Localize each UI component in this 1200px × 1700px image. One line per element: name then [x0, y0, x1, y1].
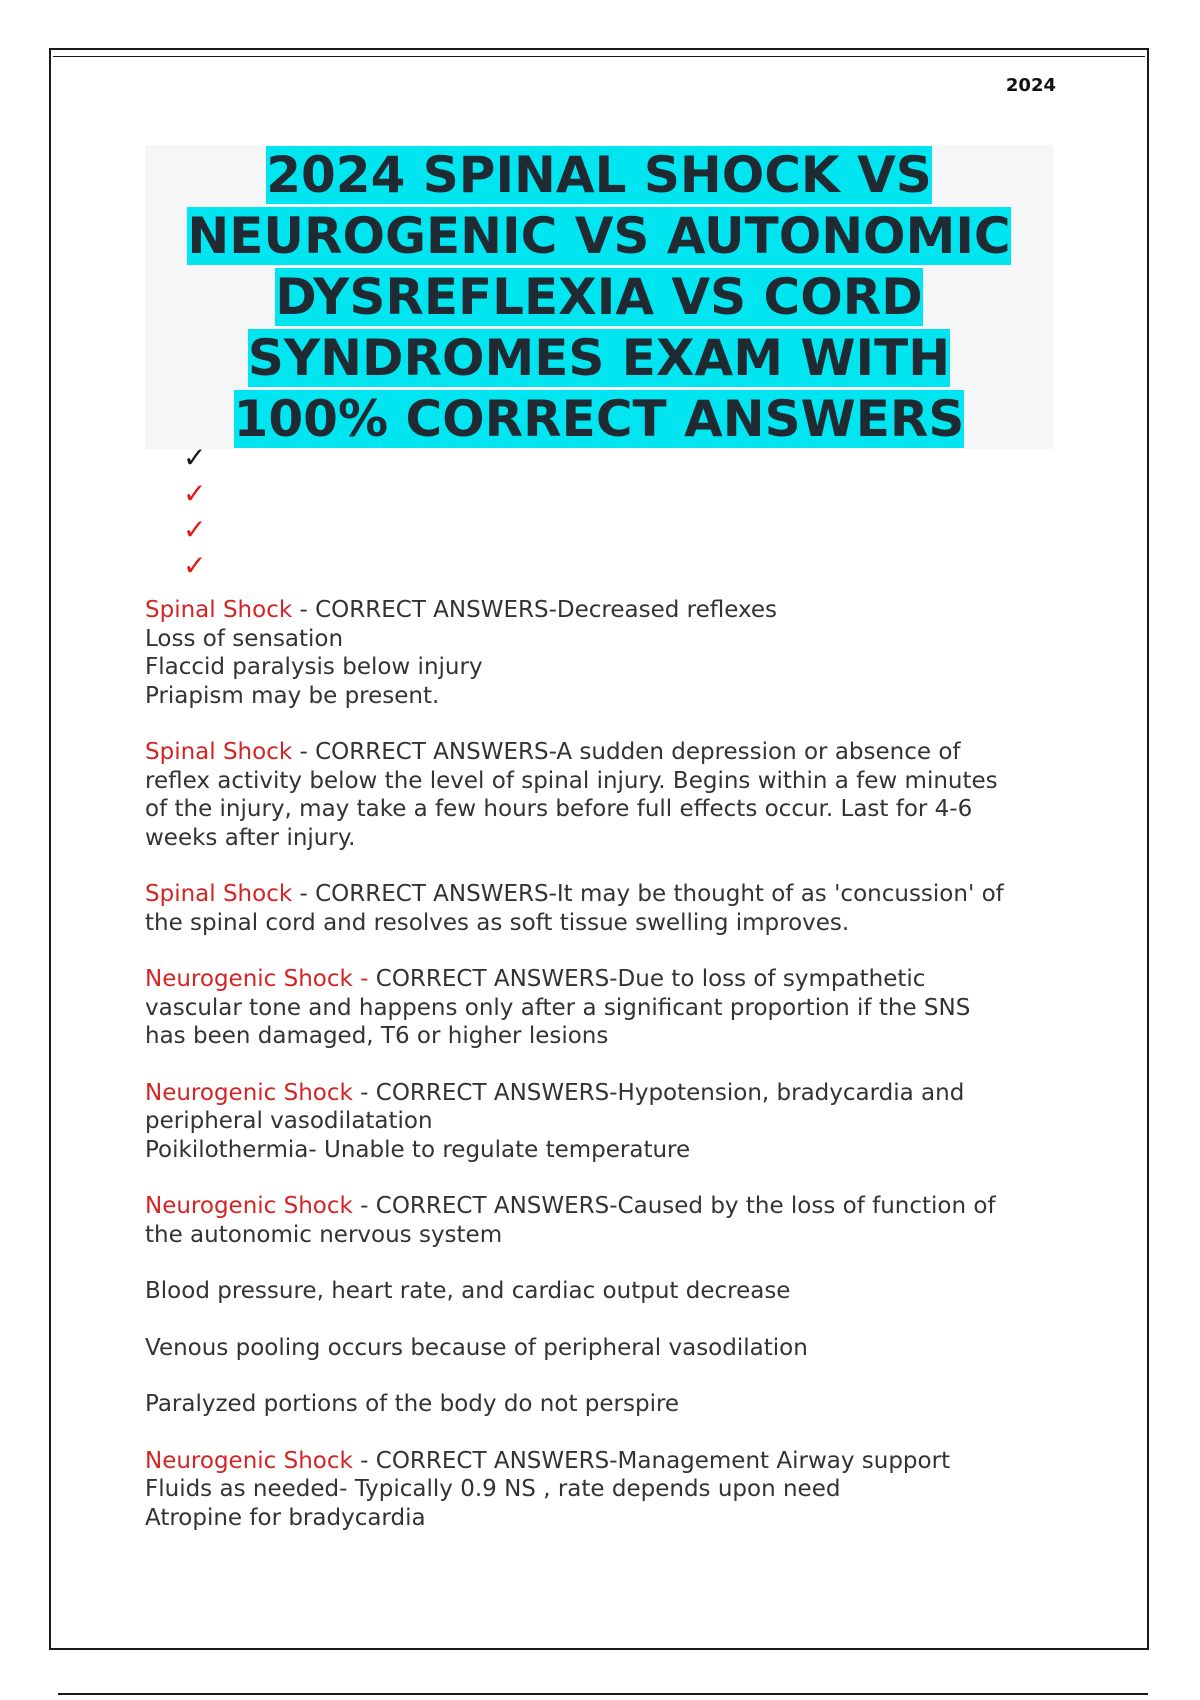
checkmark-icon: ✓ [183, 513, 207, 546]
checkmark-list [183, 440, 206, 584]
entry-answer-line: of the injury, may take a few hours before full effects occur. Last for 4-6 [145, 796, 973, 822]
checkmark-icon: ✓ [183, 477, 207, 510]
entry-answer-line: Atropine for bradycardia [145, 1504, 426, 1531]
title-line: SYNDROMES EXAM WITH [247, 329, 951, 387]
entry-first-line [145, 1447, 1065, 1476]
title-line: DYSREFLEXIA VS CORD [275, 268, 923, 326]
entry-separator: - CORRECT ANSWERS- [292, 881, 557, 907]
entry-answer-line: reflex activity below the level of spinal injury. Begins within a few minutes [145, 767, 998, 794]
qa-list [145, 596, 1065, 1560]
entry-answer: Decreased reflexes [556, 597, 778, 623]
entry-term: Neurogenic Shock - [145, 966, 369, 992]
entry-answer: A sudden depression or absence of [556, 739, 961, 765]
checkmark-icon: ✓ [183, 549, 207, 582]
header-year: 2024 [1005, 75, 1056, 96]
entry-separator: - CORRECT ANSWERS- [352, 1193, 618, 1219]
entry-paragraph: Blood pressure, heart rate, and cardiac output decrease [145, 1278, 791, 1304]
qa-entry [145, 880, 1065, 937]
entry-first-line [145, 880, 1065, 909]
entry-first-line [145, 738, 1065, 767]
qa-entry [145, 1192, 1065, 1249]
entry-term: Spinal Shock [145, 597, 293, 623]
footer-rule [58, 1693, 1148, 1695]
checkmark-icon: ✓ [183, 441, 207, 474]
entry-paragraph: Venous pooling occurs because of peripheral vasodilation [145, 1334, 808, 1361]
entry-separator: - CORRECT ANSWERS- [292, 597, 557, 623]
qa-entry [145, 738, 1065, 852]
entry-answer-line: the autonomic nervous system [145, 1221, 503, 1248]
entry-answer-line: Loss of sensation [145, 625, 344, 652]
entry-answer-line: has been damaged, T6 or higher lesions [145, 1023, 609, 1049]
entry-answer-line: vascular tone and happens only after a significant proportion if the SNS [145, 994, 971, 1021]
entry-separator: - CORRECT ANSWERS- [292, 739, 557, 765]
entry-term: Neurogenic Shock [145, 1193, 353, 1219]
entry-separator: - CORRECT ANSWERS- [352, 1079, 618, 1106]
entry-answer-line: Fluids as needed- Typically 0.9 NS , rate depends upon need [145, 1476, 841, 1502]
title-block [145, 145, 1053, 449]
page-frame-top-rule [53, 56, 1145, 57]
entry-separator: CORRECT ANSWERS- [368, 966, 618, 992]
entry-first-line [145, 1079, 1065, 1108]
entry-paragraph: Paralyzed portions of the body do not perspire [145, 1391, 680, 1417]
entry-term: Neurogenic Shock [145, 1079, 353, 1106]
document-title [187, 146, 1010, 448]
entry-answer-line: peripheral vasodilatation [145, 1108, 433, 1134]
entry-answer-line: weeks after injury. [145, 824, 356, 851]
qa-entry [145, 1079, 1065, 1165]
entry-answer-line: Priapism may be present. [145, 682, 440, 709]
entry-first-line [145, 1192, 1065, 1221]
entry-term: Neurogenic Shock [145, 1447, 353, 1474]
entry-term: Spinal Shock [145, 739, 293, 765]
entry-answer: Caused by the loss of function of [617, 1193, 996, 1219]
entry-first-line [145, 596, 1065, 625]
entry-answer: It may be thought of as 'concussion' of [556, 881, 1004, 907]
entry-term: Spinal Shock [145, 881, 293, 907]
title-line: 100% CORRECT ANSWERS [233, 390, 965, 448]
entry-answer: Hypotension, bradycardia and [617, 1079, 965, 1106]
entry-answer-line: Flaccid paralysis below injury [145, 654, 483, 680]
qa-entry [145, 1447, 1065, 1533]
qa-entry [145, 596, 1065, 710]
title-line: NEUROGENIC VS AUTONOMIC [187, 207, 1011, 265]
title-line: 2024 SPINAL SHOCK VS [266, 146, 932, 204]
qa-entry [145, 965, 1065, 1051]
entry-first-line [145, 965, 1065, 994]
entry-separator: - CORRECT ANSWERS- [352, 1447, 618, 1474]
entry-answer-line: the spinal cord and resolves as soft tissue swelling improves. [145, 909, 850, 936]
entry-answer: Due to loss of sympathetic [617, 966, 926, 992]
entry-answer-line: Poikilothermia- Unable to regulate temperature [145, 1136, 691, 1163]
entry-answer: Management Airway support [617, 1447, 951, 1474]
